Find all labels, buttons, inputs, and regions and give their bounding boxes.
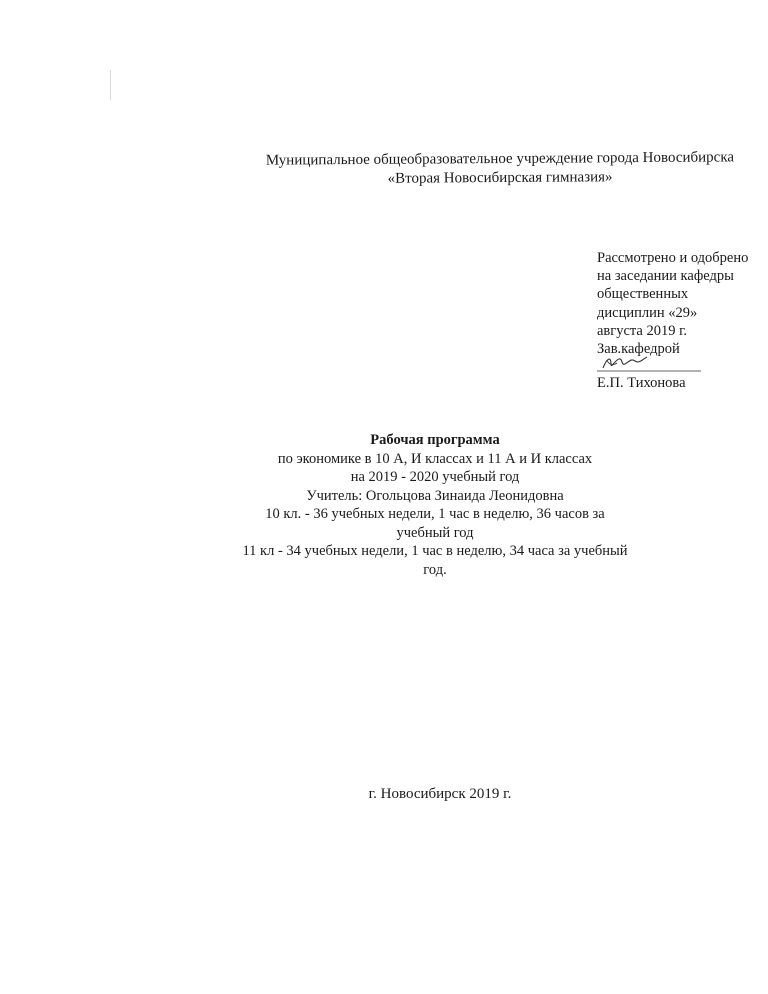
- approval-line-5: августа 2019 г.: [597, 322, 688, 339]
- program-line-2: на 2019 - 2020 учебный год: [350, 469, 520, 485]
- institution-header: [230, 148, 768, 190]
- program-line-6: 11 кл - 34 учебных недели, 1 час в неделю, 34 часа за учебный: [242, 543, 628, 559]
- approval-line-1: Рассмотрено и одобрено: [597, 250, 749, 266]
- program-line-1: по экономике в 10 А, И классах и 11 А и И классах: [277, 450, 593, 467]
- school-name: «Вторая Новосибирская гимназия»: [387, 169, 613, 187]
- approval-line-2: на заседании кафедры: [597, 268, 734, 285]
- program-line-4: 10 кл. - 36 учебных недели, 1 час в неделю, 36 часов за: [265, 506, 605, 522]
- program-title: Рабочая программа: [370, 432, 500, 448]
- scan-artifact: [110, 70, 111, 100]
- program-line-5: учебный год: [396, 524, 474, 541]
- institution-name: Муниципальное общеобразовательное учреждение города Новосибирска: [265, 149, 735, 169]
- signature-icon: [597, 354, 701, 374]
- approval-line-6: Зав.кафедрой: [597, 341, 680, 358]
- program-block: [200, 431, 670, 579]
- signatory-name: Е.П. Тихонова: [597, 375, 686, 392]
- program-line-3: Учитель: Огольцова Зинаида Леонидовна: [306, 487, 564, 504]
- approval-block: [597, 249, 748, 392]
- approval-line-4: дисциплин «29»: [597, 304, 698, 321]
- approval-line-3: общественных: [597, 286, 689, 303]
- program-line-7: год.: [423, 561, 447, 578]
- signature-line: [597, 358, 701, 374]
- place-year: г. Новосибирск 2019 г.: [368, 786, 512, 802]
